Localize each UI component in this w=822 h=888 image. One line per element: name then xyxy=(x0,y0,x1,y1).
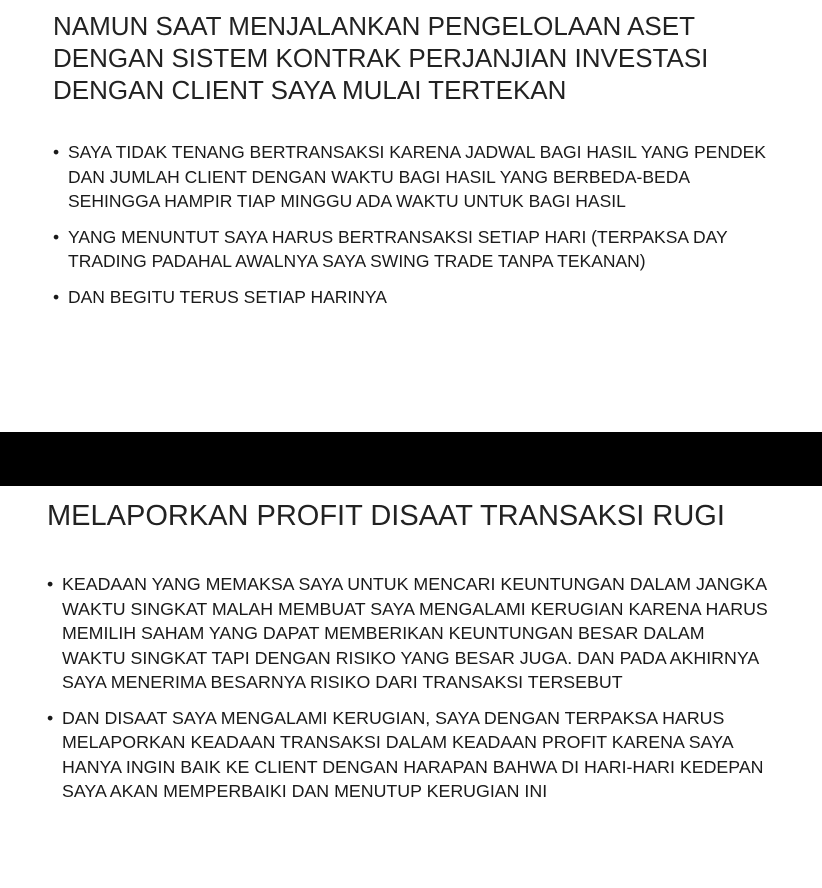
slide-1-bullet-list xyxy=(53,140,773,320)
bullet-dot-icon: • xyxy=(53,142,60,162)
bullet-text: DAN DISAAT SAYA MENGALAMI KERUGIAN, SAYA DENGAN TERPAKSA HARUS MELAPORKAN KEADAAN TRANSAKSI DALAM KEADAAN PROFIT KARENA SAYA HANYA INGIN BAIK KE CLIENT DENGAN HARAPAN BAHWA DI HARI-HARI KEDEPAN SAYA AKAN MEMPERBAIKI DAN MENUTUP KERUGIAN INI xyxy=(62,707,764,801)
slide-1-title: NAMUN SAAT MENJALANKAN PENGELOLAAN ASET DENGAN SISTEM KONTRAK PERJANJIAN INVESTASI DENGAN CLIENT SAYA MULAI TERTEKAN xyxy=(53,11,709,105)
bullet-dot-icon: • xyxy=(53,286,60,307)
list-item xyxy=(53,225,773,274)
bullet-text: DAN BEGITU TERUS SETIAP HARINYA xyxy=(68,286,387,307)
slide-2-title: MELAPORKAN PROFIT DISAAT TRANSAKSI RUGI xyxy=(47,500,725,532)
slide-divider xyxy=(0,432,822,486)
slide-2-bullet-list xyxy=(47,572,772,815)
bullet-text: YANG MENUNTUT SAYA HARUS BERTRANSAKSI SETIAP HARI (TERPAKSA DAY TRADING PADAHAL AWALNYA SAYA SWING TRADE TANPA TEKANAN) xyxy=(68,226,728,271)
list-item xyxy=(53,285,773,310)
bullet-text: SAYA TIDAK TENANG BERTRANSAKSI KARENA JADWAL BAGI HASIL YANG PENDEK DAN JUMLAH CLIENT DENGAN WAKTU BAGI HASIL YANG BERBEDA-BEDA SEHINGGA HAMPIR TIAP MINGGU ADA WAKTU UNTUK BAGI HASIL xyxy=(68,142,766,211)
bullet-text: KEADAAN YANG MEMAKSA SAYA UNTUK MENCARI KEUNTUNGAN DALAM JANGKA WAKTU SINGKAT MALAH MEMBUAT SAYA MENGALAMI KERUGIAN KARENA HARUS MEMILIH SAHAM YANG DAPAT MEMBERIKAN KEUNTUNGAN BESAR DALAM WAKTU SINGKAT TAPI DENGAN RISIKO YANG BESAR JUGA. DAN PADA AKHIRNYA SAYA MENERIMA BESARNYA RISIKO DARI TRANSAKSI TERSEBUT xyxy=(62,574,768,692)
list-item xyxy=(47,572,772,695)
list-item xyxy=(47,706,772,804)
bullet-dot-icon: • xyxy=(47,574,54,594)
list-item xyxy=(53,140,773,214)
bullet-dot-icon: • xyxy=(47,707,54,728)
bullet-dot-icon: • xyxy=(53,226,60,247)
